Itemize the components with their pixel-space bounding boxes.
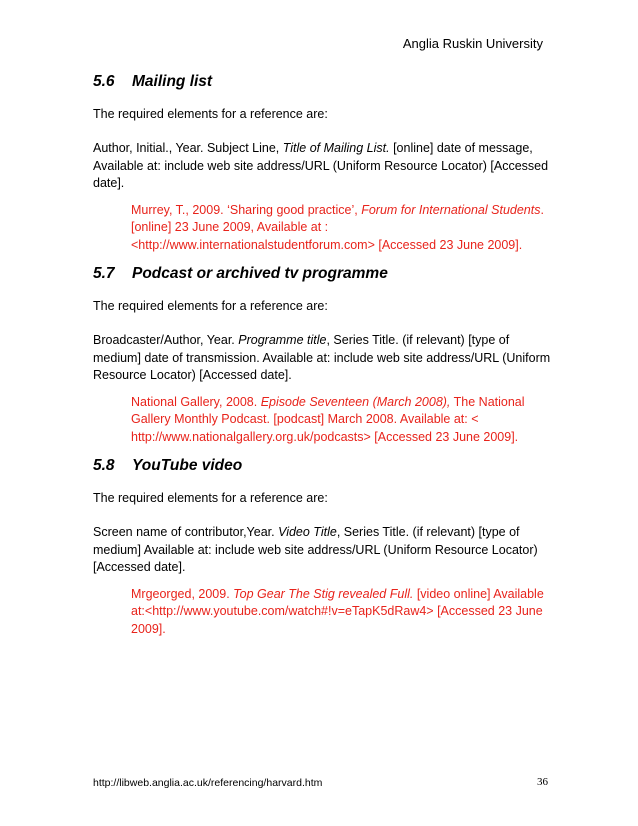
- format-description: [93, 140, 553, 192]
- section-title: YouTube video: [132, 457, 243, 474]
- example-reference: [131, 394, 551, 446]
- format-text: Broadcaster/Author, Year.: [93, 333, 239, 348]
- intro-text: The required elements for a reference are:: [93, 299, 328, 313]
- example-text: Mrgeorged, 2009.: [131, 587, 234, 602]
- section-podcast: [93, 265, 553, 446]
- page-header: Anglia Ruskin University: [402, 36, 543, 51]
- format-text: Author, Initial., Year. Subject Line,: [93, 141, 283, 156]
- example-text: The National Gallery Monthly Podcast. [podcast] March 2008. Available at: < http://www.nationalgallery.org.uk/podcasts> [Accessed 23 June 2009].: [131, 395, 525, 444]
- section-title: Podcast or archived tv programme: [132, 265, 388, 282]
- section-youtube: [93, 457, 553, 638]
- format-italic: Title of Mailing List.: [282, 141, 390, 156]
- format-text: , Series Title. (if relevant) [type of medium] date of transmission. Available at: include web site address/URL (Uniform Resource Locator) [Accessed date].: [93, 333, 551, 382]
- intro-text: The required elements for a reference are:: [93, 491, 328, 505]
- example-text: Murrey, T., 2009. ‘Sharing good practice’,: [131, 203, 362, 218]
- section-heading: [93, 73, 553, 91]
- example-reference: [131, 586, 551, 638]
- page-number: 36: [537, 776, 548, 788]
- section-heading: [93, 265, 553, 283]
- section-number: 5.7: [93, 265, 115, 282]
- section-title: Mailing list: [132, 73, 213, 90]
- example-italic: Top Gear The Stig revealed Full.: [233, 587, 414, 602]
- format-italic: Programme title: [238, 333, 327, 348]
- format-description: [93, 332, 553, 384]
- format-text: [online] date of message, Available at: include web site address/URL (Uniform Resource Locator) [Accessed date].: [93, 141, 549, 190]
- format-text: , Series Title. (if relevant) [type of medium] Available at: include web site address/URL (Uniform Resource Locator) [Accessed date].: [93, 525, 538, 574]
- format-italic: Video Title: [278, 525, 337, 540]
- footer-url: http://libweb.anglia.ac.uk/referencing/harvard.htm: [93, 777, 323, 789]
- example-reference: [131, 202, 551, 254]
- format-text: Screen name of contributor,Year.: [93, 525, 279, 540]
- section-number: 5.8: [93, 457, 115, 474]
- format-description: [93, 524, 553, 576]
- intro-text: The required elements for a reference are:: [93, 107, 328, 121]
- example-text: [video online] Available at:<http://www.youtube.com/watch#!v=eTapK5dRaw4> [Accessed 23 June 2009].: [131, 587, 544, 636]
- example-italic: Forum for International Students: [361, 203, 541, 218]
- section-number: 5.6: [93, 73, 115, 90]
- section-heading: [93, 457, 553, 475]
- section-mailing-list: [93, 73, 553, 254]
- example-text: National Gallery, 2008.: [131, 395, 261, 410]
- example-text: . [online] 23 June 2009, Available at : <http://www.internationalstudentforum.com> [Accessed 23 June 2009].: [131, 203, 544, 252]
- example-italic: Episode Seventeen (March 2008),: [260, 395, 451, 410]
